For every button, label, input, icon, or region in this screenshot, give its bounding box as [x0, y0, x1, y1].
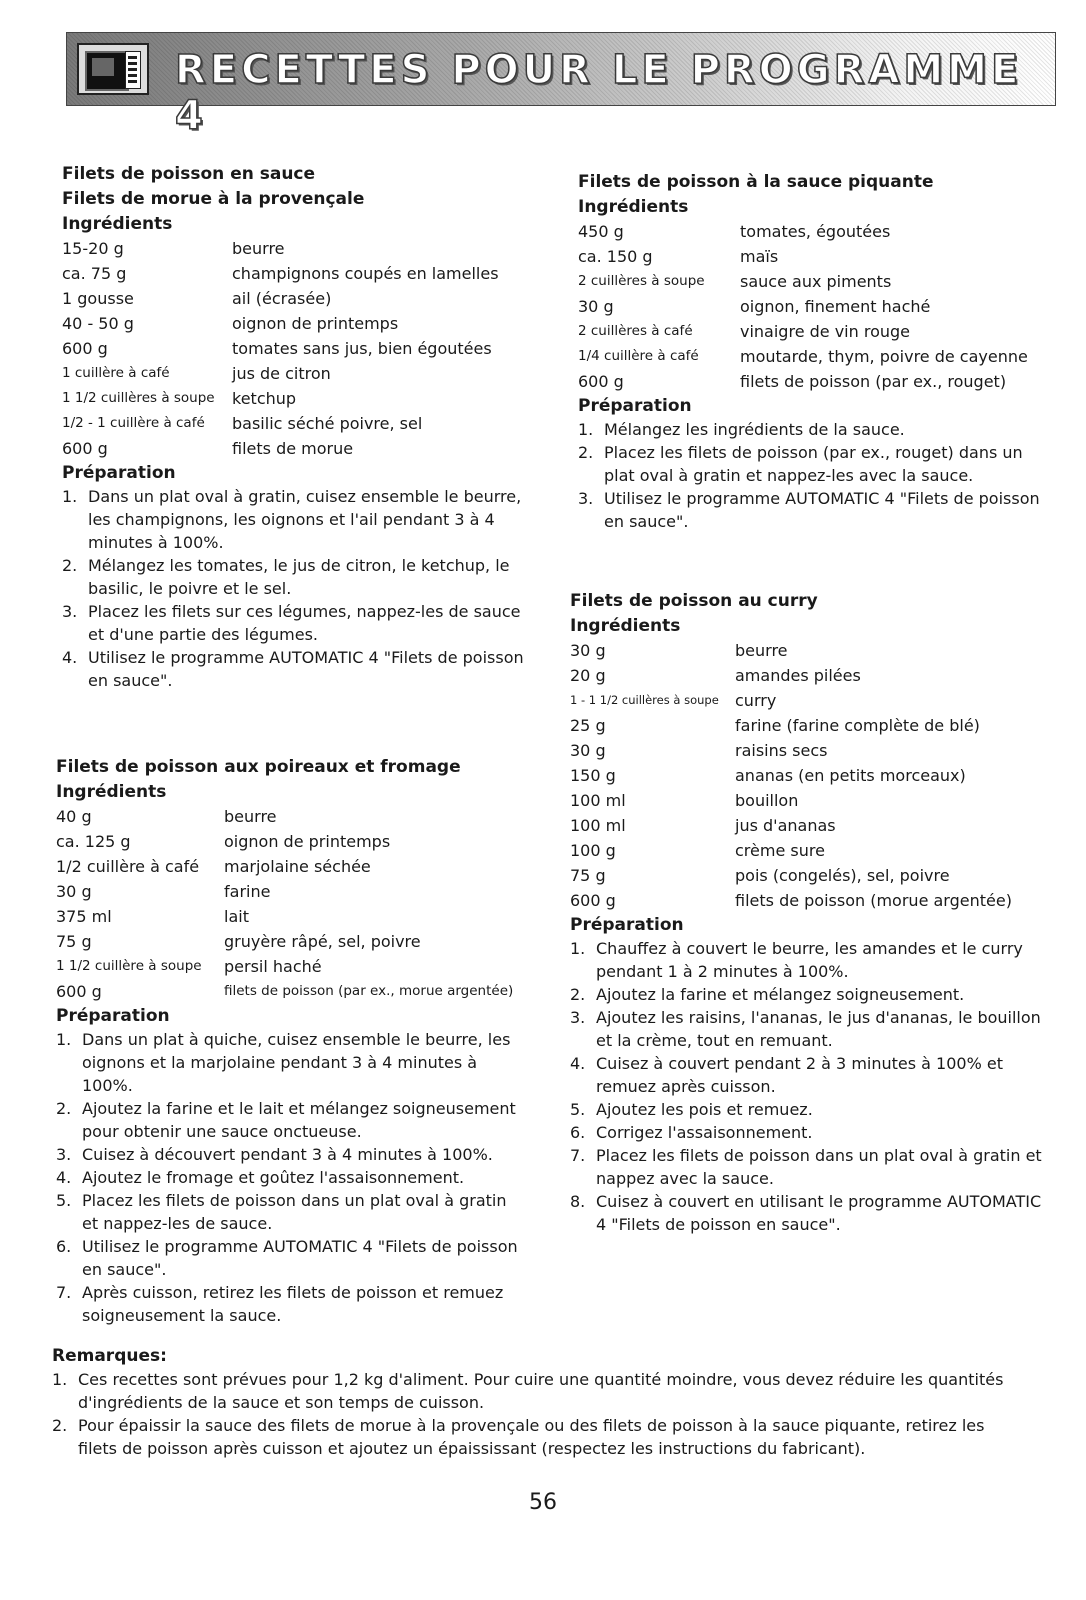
preparation-heading: Préparation — [578, 396, 692, 416]
ingredient-row: ca. 75 g champignons coupés en lamelles — [62, 264, 499, 283]
microwave-icon — [77, 43, 149, 95]
ingredient-row: 100 g crème sure — [570, 841, 825, 860]
ingredient-row: 450 g tomates, égoutées — [578, 222, 891, 241]
ingredient-row: 25 g farine (farine complète de blé) — [570, 716, 980, 735]
ingredient-row: 20 g amandes pilées — [570, 666, 861, 685]
ingredient-row: 30 g beurre — [570, 641, 788, 660]
step-item: 6. Corrigez l'assaisonnement. — [570, 1123, 813, 1142]
step-item: 3. Placez les filets sur ces légumes, nappez-les de sauce et d'une partie des légumes. — [62, 602, 521, 644]
recipe-curry — [570, 589, 1045, 1236]
ingredient-row: 600 g filets de poisson (morue argentée) — [570, 891, 1012, 910]
ingredient-row: 15-20 g beurre — [62, 239, 285, 258]
ingredient-row: 75 g pois (congelés), sel, poivre — [570, 866, 950, 885]
ingredients-heading: Ingrédients — [62, 214, 173, 234]
ingredient-row: 100 ml jus d'ananas — [570, 816, 836, 835]
ingredient-row: 1 cuillère à café jus de citron — [62, 364, 331, 383]
remark-item: 2. Pour épaissir la sauce des filets de morue à la provençale ou des filets de poisson à la sauce piquante, retirez les filets de poisson après cuisson et ajoutez un épaississant (respectez les instructions du fabricant). — [52, 1416, 985, 1458]
step-item: 4. Ajoutez le fromage et goûtez l'assaisonnement. — [56, 1168, 465, 1187]
recipe-title: Filets de poisson en sauce — [62, 164, 316, 184]
recipe-title: Filets de poisson aux poireaux et fromage — [56, 757, 461, 777]
ingredient-row: ca. 125 g oignon de printemps — [56, 832, 391, 851]
step-item: 3. Cuisez à découvert pendant 3 à 4 minutes à 100%. — [56, 1145, 493, 1164]
recipe-title: Filets de poisson au curry — [570, 591, 818, 611]
ingredient-row: 1 1/2 cuillères à soupe ketchup — [62, 389, 297, 408]
step-item: 1. Mélangez les ingrédients de la sauce. — [578, 420, 905, 439]
preparation-heading: Préparation — [570, 915, 684, 935]
ingredient-row: 1 gousse ail (écrasée) — [62, 289, 332, 308]
ingredient-row: 75 g gruyère râpé, sel, poivre — [56, 932, 421, 951]
ingredient-row: 1/4 cuillère à café moutarde, thym, poivre de cayenne — [578, 347, 1028, 366]
step-item: 3. Ajoutez les raisins, l'ananas, le jus d'ananas, le bouillon et la crème, tout en remuant. — [570, 1008, 1041, 1050]
step-item: 6. Utilisez le programme AUTOMATIC 4 "Filets de poisson en sauce". — [56, 1237, 518, 1279]
step-item: 4. Cuisez à couvert pendant 2 à 3 minutes à 100% et remuez après cuisson. — [570, 1054, 1003, 1096]
title-banner — [66, 32, 1056, 139]
steps-list — [578, 418, 1048, 533]
ingredient-row: 1/2 - 1 cuillère à café basilic séché poivre, sel — [62, 414, 423, 433]
recipe-title: Filets de morue à la provençale — [62, 189, 365, 209]
step-item: 8. Cuisez à couvert en utilisant le programme AUTOMATIC 4 "Filets de poisson en sauce". — [570, 1192, 1042, 1234]
step-item: 2. Mélangez les tomates, le jus de citron, le ketchup, le basilic, le poivre et le sel. — [62, 556, 510, 598]
remarks-heading: Remarques: — [52, 1346, 167, 1366]
ingredients-heading: Ingrédients — [578, 197, 689, 217]
step-item: 7. Après cuisson, retirez les filets de poisson et remuez soigneusement la sauce. — [56, 1283, 504, 1325]
recipe-poireaux-fromage — [56, 755, 526, 1327]
remarks-section — [52, 1344, 1012, 1460]
ingredient-row: 2 cuillères à soupe sauce aux piments — [578, 272, 892, 291]
ingredient-row: 40 g beurre — [56, 807, 277, 826]
steps-list — [570, 937, 1045, 1236]
step-item: 2. Ajoutez la farine et mélangez soigneusement. — [570, 985, 965, 1004]
step-item: 1. Chauffez à couvert le beurre, les amandes et le curry pendant 1 à 2 minutes à 100%. — [570, 939, 1023, 981]
ingredient-row: 1 1/2 cuillère à soupe persil haché — [56, 957, 322, 976]
ingredient-row: 600 g filets de poisson (par ex., rouget) — [578, 372, 1007, 391]
ingredient-row: 600 g tomates sans jus, bien égoutées — [62, 339, 492, 358]
step-item: 4. Utilisez le programme AUTOMATIC 4 "Filets de poisson en sauce". — [62, 648, 524, 690]
step-item: 7. Placez les filets de poisson dans un plat oval à gratin et nappez avec la sauce. — [570, 1146, 1042, 1188]
preparation-heading: Préparation — [56, 1006, 170, 1026]
page-number: 56 — [529, 1490, 557, 1515]
steps-list — [56, 1028, 526, 1327]
ingredient-row: 30 g farine — [56, 882, 271, 901]
ingredient-row: 30 g oignon, finement haché — [578, 297, 931, 316]
ingredient-row: 150 g ananas (en petits morceaux) — [570, 766, 966, 785]
ingredient-row: 40 - 50 g oignon de printemps — [62, 314, 399, 333]
recipe-sauce-piquante — [578, 170, 1048, 533]
step-item: 1. Dans un plat à quiche, cuisez ensemble le beurre, les oignons et la marjolaine pendant 3 à 4 minutes à 100%. — [56, 1030, 511, 1095]
step-item: 3. Utilisez le programme AUTOMATIC 4 "Filets de poisson en sauce". — [578, 489, 1040, 531]
ingredient-row: 600 g filets de poisson (par ex., morue argentée) — [56, 982, 514, 1001]
recipe-morue-provencale — [62, 162, 532, 692]
ingredient-row: 30 g raisins secs — [570, 741, 828, 760]
ingredient-row: 1/2 cuillère à café marjolaine séchée — [56, 857, 371, 876]
page-title: RECETTES POUR LE PROGRAMME 4 — [175, 47, 1023, 139]
step-item: 5. Ajoutez les pois et remuez. — [570, 1100, 813, 1119]
preparation-heading: Préparation — [62, 463, 176, 483]
recipe-title: Filets de poisson à la sauce piquante — [578, 172, 934, 192]
ingredient-row: ca. 150 g maïs — [578, 247, 779, 266]
ingredient-row: 600 g filets de morue — [62, 439, 354, 458]
step-item: 2. Ajoutez la farine et le lait et mélangez soigneusement pour obtenir une sauce onctueuse. — [56, 1099, 516, 1141]
remarks-list — [52, 1368, 1012, 1460]
ingredient-row: 1 - 1 1/2 cuillères à soupe curry — [570, 691, 777, 710]
steps-list — [62, 485, 532, 692]
step-item: 1. Dans un plat oval à gratin, cuisez ensemble le beurre, les champignons, les oignons et l'ail pendant 3 à 4 minutes à 100%. — [62, 487, 522, 552]
ingredient-row: 2 cuillères à café vinaigre de vin rouge — [578, 322, 910, 341]
step-item: 5. Placez les filets de poisson dans un plat oval à gratin et nappez-les de sauce. — [56, 1191, 507, 1233]
remark-item: 1. Ces recettes sont prévues pour 1,2 kg d'aliment. Pour cuire une quantité moindre, vous devez réduire les quantités d'ingrédients de la sauce et son temps de cuisson. — [52, 1370, 1004, 1412]
ingredients-heading: Ingrédients — [56, 782, 167, 802]
step-item: 2. Placez les filets de poisson (par ex., rouget) dans un plat oval à gratin et nappez-les avec la sauce. — [578, 443, 1023, 485]
ingredient-row: 375 ml lait — [56, 907, 249, 926]
ingredient-row: 100 ml bouillon — [570, 791, 799, 810]
ingredients-heading: Ingrédients — [570, 616, 681, 636]
